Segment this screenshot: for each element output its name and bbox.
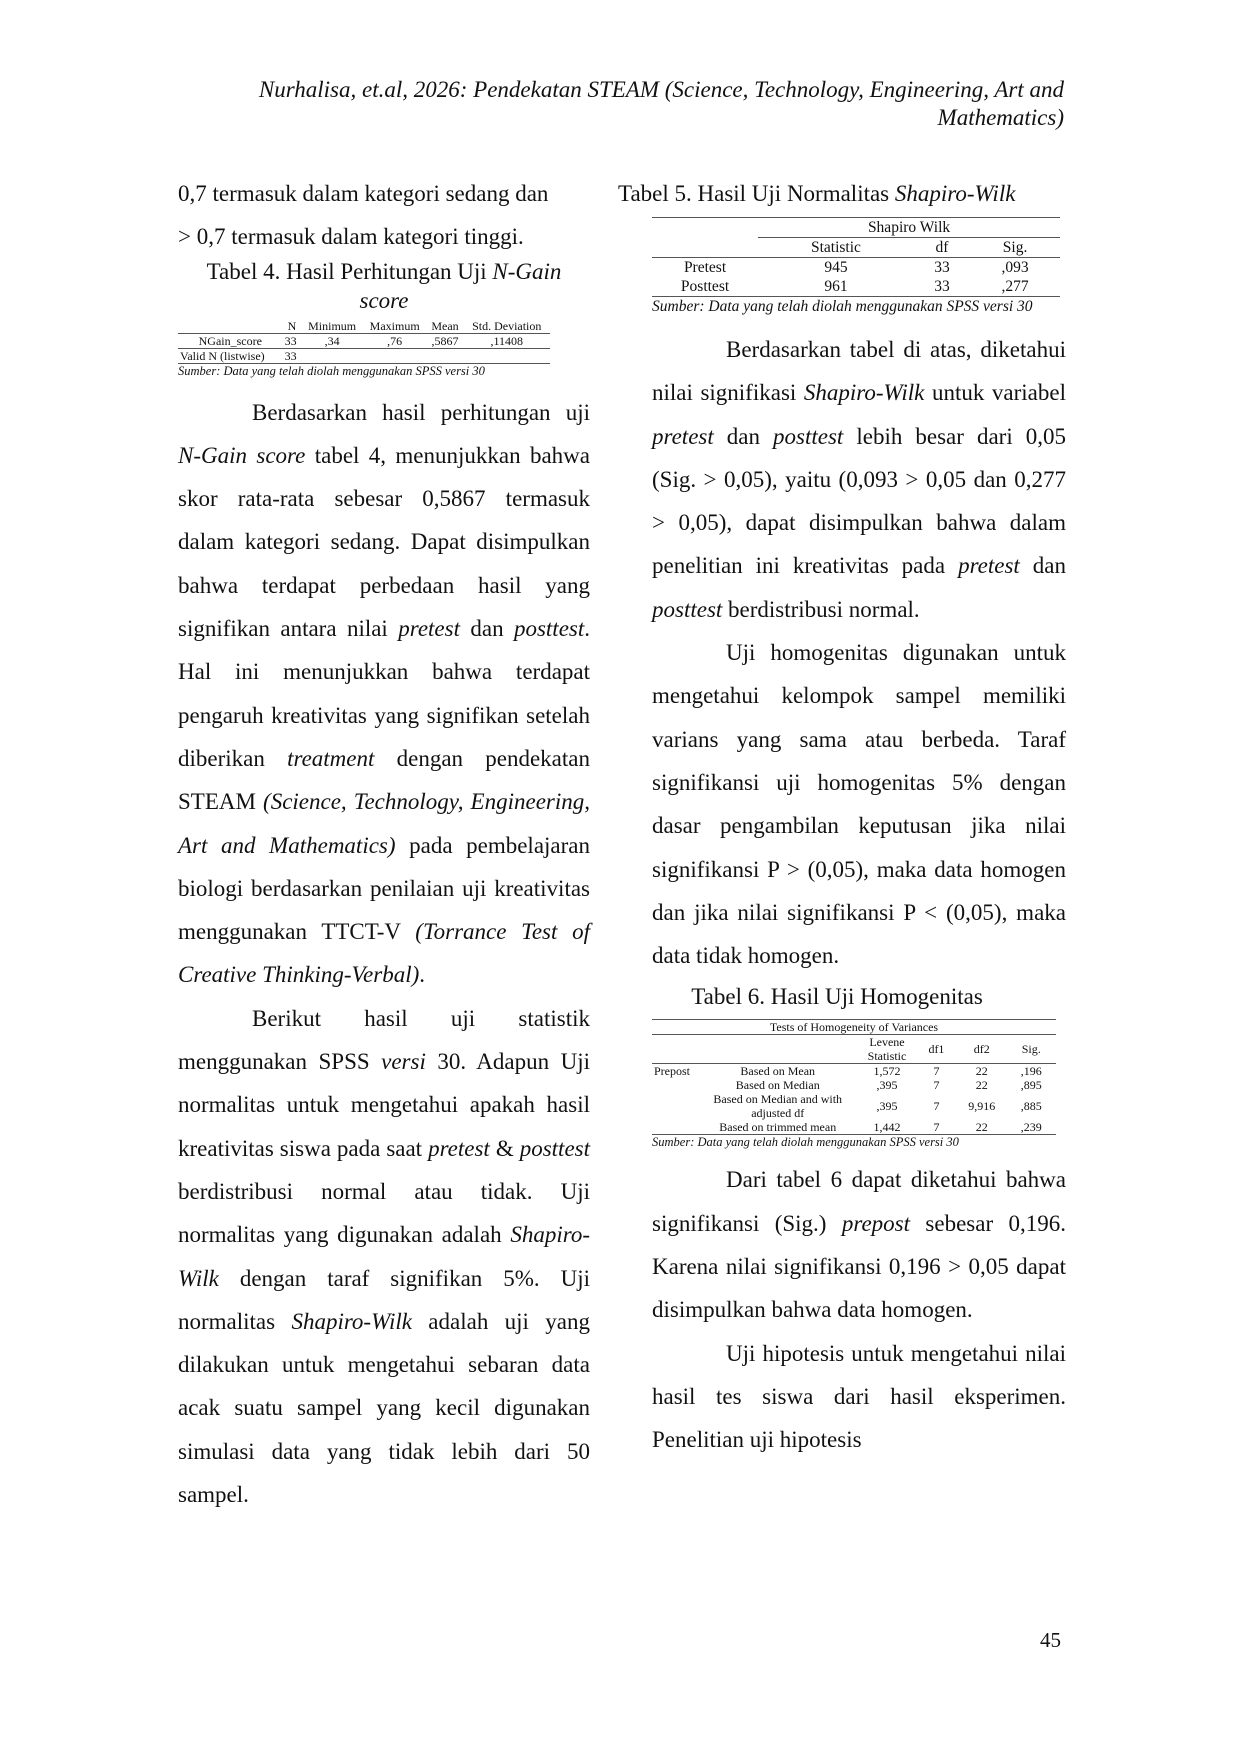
table-cell: ,895 bbox=[1020, 1078, 1042, 1093]
table-4-header-row bbox=[178, 319, 550, 334]
italic-run: pretest bbox=[958, 553, 1020, 579]
table-cell: 9,916 bbox=[968, 1099, 996, 1114]
table-row bbox=[178, 333, 550, 348]
running-header-line-2: Mathematics) bbox=[937, 105, 1064, 130]
table-cell: 33 bbox=[283, 333, 302, 348]
table-cell: ,395 bbox=[876, 1078, 898, 1093]
body-paragraph bbox=[178, 391, 590, 997]
table-cell: 22 bbox=[975, 1078, 988, 1093]
text-run: adalah uji yang dilakukan untuk mengetahui sebaran data acak suatu sampel yang kecil digunakan simulasi data yang tidak lebih dari 50 sampel. bbox=[178, 1308, 590, 1508]
table-cell: ,239 bbox=[1007, 1120, 1057, 1135]
table-cell: Valid N (listwise) bbox=[178, 348, 283, 363]
table-6 bbox=[652, 1019, 1056, 1150]
table-6-header-cell: Levene Statistic bbox=[858, 1035, 916, 1064]
table-cell: ,395 bbox=[876, 1099, 898, 1114]
table-cell bbox=[363, 348, 427, 363]
text-run: . bbox=[419, 962, 425, 988]
table-cell: ,885 bbox=[1020, 1099, 1042, 1114]
table-4-source: Sumber: Data yang telah diolah menggunakan SPSS versi 30 bbox=[178, 363, 485, 378]
text-run: dan bbox=[713, 423, 774, 449]
table-cell: ,11408 bbox=[463, 333, 550, 348]
table-cell: ,5867 bbox=[427, 333, 464, 348]
table-cell: 7 bbox=[933, 1064, 940, 1079]
italic-run: Shapiro-Wilk bbox=[178, 1222, 590, 1291]
italic-run: (Science, Technology, Engineering, Art and Mathematics) bbox=[178, 789, 590, 858]
text-run: untuk variabel bbox=[924, 380, 1066, 406]
italic-run: (Torrance Test of Creative Thinking-Verbal) bbox=[178, 919, 590, 988]
table-4 bbox=[178, 319, 550, 379]
italic-run: pretest bbox=[428, 1135, 490, 1161]
italic-run: posttest bbox=[519, 1135, 590, 1161]
table-cell: Based on Median and with adjusted df bbox=[713, 1092, 843, 1121]
text-run: berdistribusi normal. bbox=[722, 596, 920, 622]
table-cell bbox=[463, 348, 550, 363]
table-5-header-cell: Statistic bbox=[758, 238, 914, 258]
running-header-line-1: Nurhalisa, et.al, 2026: Pendekatan STEAM (Science, Technology, Engineering, Art and bbox=[258, 77, 1064, 102]
table-4-header-cell: N bbox=[283, 319, 302, 334]
table-5-group-header: Shapiro Wilk bbox=[758, 218, 1060, 238]
table-cell: Based on Median bbox=[735, 1078, 820, 1093]
table-cell bbox=[301, 348, 362, 363]
table-4-header-cell: Mean bbox=[427, 319, 464, 334]
running-header bbox=[170, 76, 1064, 132]
text-run: & bbox=[489, 1135, 520, 1161]
table-cell: 33 bbox=[283, 348, 302, 363]
text-run: Berdasarkan hasil perhitungan uji bbox=[252, 399, 590, 425]
table-cell: ,76 bbox=[363, 333, 427, 348]
table-row bbox=[652, 1078, 1056, 1092]
text-run: lebih besar dari 0,05 (Sig. > 0,05), yaitu (0,093 > 0,05 dan 0,277 > 0,05), dapat disimpulkan bahwa dalam penelitian ini kreativitas pada bbox=[652, 423, 1066, 579]
text-run: Berdasarkan tabel di atas, diketahui nilai signifikasi bbox=[652, 337, 1066, 406]
italic-run: pretest bbox=[398, 616, 460, 642]
table-5-caption-italic: Shapiro-Wilk bbox=[894, 181, 1016, 206]
table-cell: Based on Mean bbox=[740, 1064, 816, 1079]
table-row bbox=[652, 277, 1060, 297]
italic-run: posttest bbox=[513, 616, 585, 642]
table-5-header-cell bbox=[652, 218, 758, 238]
table-cell: 22 bbox=[975, 1064, 988, 1079]
table-6-header-cell bbox=[652, 1035, 697, 1064]
table-cell: Pretest bbox=[683, 259, 727, 276]
table-5-header-cell: df bbox=[914, 238, 970, 258]
table-6-caption: Tabel 6. Hasil Uji Homogenitas bbox=[691, 984, 983, 1010]
body-paragraph bbox=[178, 997, 590, 1517]
table-cell: 7 bbox=[933, 1078, 940, 1093]
table-4-header-cell: Std. Deviation bbox=[463, 319, 550, 334]
body-paragraph: Uji homogenitas digunakan untuk mengetahui kelompok sampel memiliki varians yang sama atau berbeda. Taraf signifikansi uji homogenitas 5% dengan dasar pengambilan keputusan jika nilai signifikansi P > (0,05), maka data homogen dan jika nilai signifikansi P < (0,05), maka data tidak homogen. bbox=[652, 640, 1066, 969]
italic-run: prepost bbox=[841, 1210, 911, 1236]
table-cell: ,34 bbox=[301, 333, 362, 348]
table-4-caption bbox=[164, 257, 604, 315]
table-cell: Posttest bbox=[652, 277, 758, 297]
table-6-title: Tests of Homogeneity of Variances bbox=[652, 1020, 1056, 1035]
table-4-header-cell bbox=[178, 319, 283, 334]
text-run: Dari tabel 6 dapat diketahui bahwa signifikansi (Sig.) bbox=[652, 1167, 1066, 1236]
body-paragraph bbox=[652, 1158, 1066, 1331]
text-run: dengan pendekatan STEAM bbox=[178, 745, 590, 815]
left-column bbox=[178, 172, 590, 1516]
table-6-header-cell bbox=[697, 1035, 858, 1064]
italic-run: posttest bbox=[773, 423, 844, 449]
italic-run: versi bbox=[381, 1049, 426, 1075]
table-5-caption-text: Tabel 5. Hasil Uji Normalitas bbox=[618, 181, 895, 206]
text-run: 30. Adapun Uji normalitas untuk mengetahui apakah hasil kreativitas siswa pada saat bbox=[178, 1049, 590, 1161]
table-6-header-cell: Sig. bbox=[1007, 1035, 1057, 1064]
text-run: sebesar 0,196. Karena nilai signifikansi 0,196 > 0,05 dapat disimpulkan bahwa data homogen. bbox=[652, 1210, 1066, 1323]
italic-run: posttest bbox=[652, 596, 723, 622]
table-5-header-row bbox=[652, 238, 1060, 258]
italic-run: Shapiro-Wilk bbox=[291, 1308, 412, 1334]
table-cell bbox=[652, 1120, 697, 1135]
table-cell: 1,442 bbox=[858, 1120, 916, 1135]
table-row bbox=[652, 1064, 1056, 1079]
text-run: tabel 4, menunjukkan bahwa skor rata-rata sebesar 0,5867 termasuk dalam kategori sedang. Dapat disimpulkan bahwa terdapat perbedaan hasil yang signifikan antara nilai bbox=[178, 442, 591, 642]
table-4-caption-italic-2: score bbox=[359, 287, 409, 313]
table-cell bbox=[652, 1092, 697, 1120]
table-4-caption-italic: N-Gain bbox=[492, 258, 562, 284]
table-cell: 1,572 bbox=[873, 1064, 901, 1079]
text-run: . Hal ini menunjukkan bahwa terdapat pengaruh kreativitas yang signifikan setelah diberikan bbox=[178, 616, 590, 771]
table-5-source: Sumber: Data yang telah diolah menggunakan SPSS versi 30 bbox=[652, 298, 1033, 315]
table-cell: ,093 bbox=[1001, 259, 1029, 276]
page-number: 45 bbox=[1040, 1628, 1061, 1652]
text-run: pada pembelajaran biologi berdasarkan penilaian uji kreativitas menggunakan TTCT-V bbox=[178, 832, 590, 945]
table-cell: NGain_score bbox=[178, 333, 283, 348]
table-5-caption bbox=[618, 172, 1078, 215]
table-cell bbox=[652, 1078, 697, 1092]
table-6-header-row bbox=[652, 1035, 1056, 1064]
italic-run: Shapiro-Wilk bbox=[803, 380, 925, 406]
paragraph-continued-line-1: 0,7 termasuk dalam kategori sedang dan bbox=[178, 181, 549, 206]
table-cell: 7 bbox=[933, 1099, 940, 1114]
table-4-header-cell: Maximum bbox=[363, 319, 427, 334]
table-5-grid bbox=[652, 217, 1060, 297]
table-5-header-cell: Sig. bbox=[970, 238, 1060, 258]
body-paragraph bbox=[652, 328, 1066, 631]
table-6-source: Sumber: Data yang telah diolah menggunakan SPSS versi 30 bbox=[652, 1135, 959, 1150]
text-run: berdistribusi normal atau tidak. Uji normalitas yang digunakan adalah bbox=[178, 1178, 590, 1248]
table-6-header-cell: df1 bbox=[916, 1035, 957, 1064]
table-cell: ,196 bbox=[1020, 1064, 1042, 1079]
table-cell: 7 bbox=[916, 1120, 957, 1135]
table-row bbox=[652, 258, 1060, 278]
table-5-header-cell bbox=[652, 238, 758, 258]
table-cell: 945 bbox=[824, 259, 848, 276]
table-6-header-cell: df2 bbox=[957, 1035, 1006, 1064]
italic-run: pretest bbox=[652, 423, 714, 449]
body-paragraph: Uji hipotesis untuk mengetahui nilai hasil tes siswa dari hasil eksperimen. Penelitian uji hipotesis bbox=[652, 1340, 1066, 1453]
table-6-grid bbox=[652, 1019, 1056, 1135]
table-cell: 22 bbox=[957, 1120, 1006, 1135]
table-cell bbox=[427, 348, 464, 363]
table-5-group-row bbox=[652, 218, 1060, 238]
text-run: dan bbox=[459, 616, 514, 642]
right-column bbox=[618, 172, 1066, 1462]
table-cell: 33 bbox=[934, 259, 950, 276]
text-run: dengan taraf signifikan 5%. Uji normalitas bbox=[178, 1265, 590, 1334]
table-4-caption-text: Tabel 4. Hasil Perhitungan Uji bbox=[206, 258, 493, 284]
table-4-grid bbox=[178, 319, 550, 364]
table-4-header-cell: Minimum bbox=[301, 319, 362, 334]
table-row bbox=[652, 1120, 1056, 1135]
italic-run: N-Gain score bbox=[178, 442, 306, 468]
table-6-title-row bbox=[652, 1020, 1056, 1035]
paragraph-continued-line-2: > 0,7 termasuk dalam kategori tinggi. bbox=[178, 224, 524, 250]
table-row-group-label: Prepost bbox=[654, 1064, 690, 1079]
table-cell: ,277 bbox=[970, 277, 1060, 297]
table-cell: 33 bbox=[914, 277, 970, 297]
table-5 bbox=[652, 217, 1060, 316]
italic-run: treatment bbox=[287, 745, 375, 771]
text-run: dan bbox=[1019, 553, 1066, 579]
table-cell: Based on trimmed mean bbox=[697, 1120, 858, 1135]
table-row bbox=[178, 348, 550, 363]
table-cell: 961 bbox=[758, 277, 914, 297]
table-row bbox=[652, 1092, 1056, 1120]
text-run: Berikut hasil uji statistik menggunakan SPSS bbox=[178, 1005, 590, 1075]
